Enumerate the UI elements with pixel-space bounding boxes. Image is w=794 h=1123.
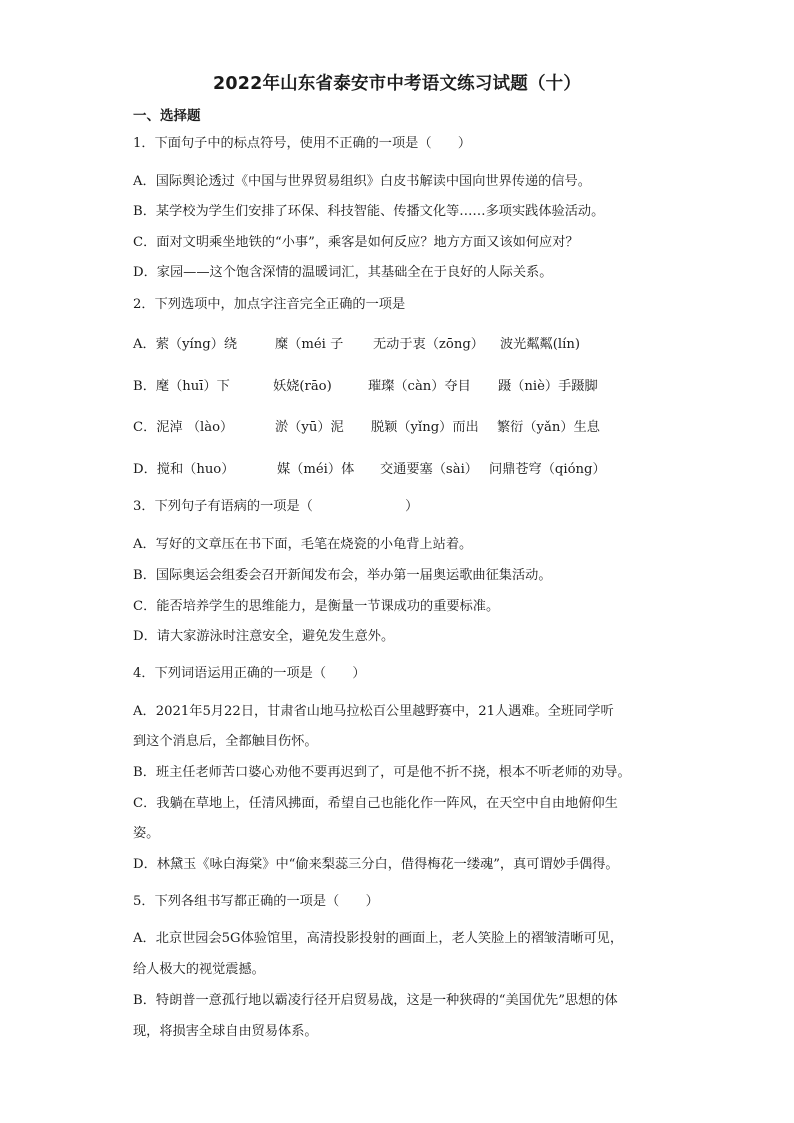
question-3-option-c: C．能否培养学生的思维能力，是衡量一节课成功的重要标准。 bbox=[133, 599, 500, 614]
question-5-option-a: A．北京世园会5G体验馆里，高清投影投射的画面上，老人笑脸上的褶皱清晰可见， bbox=[133, 931, 624, 946]
option-a-item-2: 糜（méi 子 bbox=[275, 337, 344, 352]
option-b-item-3: 璀璨（càn）夺目 bbox=[368, 379, 471, 394]
option-d-item-4: 问鼎苍穹（qióng） bbox=[489, 462, 606, 477]
question-1-option-c: C．面对文明乘坐地铁的“小事”，乘客是如何反应？地方方面又该如何应对？ bbox=[133, 235, 579, 250]
option-d-item-2: 媒（méi）体 bbox=[277, 462, 355, 477]
question-1-stem: 1．下面句子中的标点符号，使用不正确的一项是（ ） bbox=[133, 136, 472, 151]
question-4-option-c-cont: 姿。 bbox=[133, 826, 160, 841]
question-2-stem: 2．下列选项中，加点字注音完全正确的一项是 bbox=[133, 297, 406, 312]
question-5-option-a-cont: 给人极大的视觉震撼。 bbox=[133, 962, 265, 977]
question-4-option-b: B．班主任老师苦口婆心劝他不要再迟到了，可是他不折不挠，根本不听老师的劝导。 bbox=[133, 765, 631, 780]
question-5-option-b: B．特朗普一意孤行地以霸凌行径开启贸易战，这是一种狭碍的“美国优先”思想的体 bbox=[133, 993, 618, 1008]
option-a-item-1: A．萦（yíng）绕 bbox=[133, 337, 238, 352]
question-3-option-d: D．请大家游泳时注意安全，避免发生意外。 bbox=[133, 629, 395, 644]
option-b-item-2: 妖娆(rāo) bbox=[273, 379, 332, 394]
option-c-item-4: 繁衍（yǎn）生息 bbox=[497, 420, 600, 435]
question-4-stem: 4．下列词语运用正确的一项是（ ） bbox=[133, 666, 366, 681]
question-5-option-b-cont: 现，将损害全球自由贸易体系。 bbox=[133, 1024, 318, 1039]
question-3-option-a: A．写好的文章压在书下面，毛笔在烧瓷的小龟背上站着。 bbox=[133, 537, 473, 552]
section-heading: 一、选择题 bbox=[133, 108, 201, 124]
question-4-option-d: D．林黛玉《咏白海棠》中“偷来梨蕊三分白，借得梅花一缕魂”，真可谓妙手偶得。 bbox=[133, 857, 619, 872]
question-1-option-b: B．某学校为学生们安排了环保、科技智能、传播文化等……多项实践体验活动。 bbox=[133, 204, 605, 219]
option-a-item-3: 无动于衷（zōng） bbox=[373, 337, 484, 352]
option-b-item-4: 蹑（niè）手蹑脚 bbox=[498, 379, 598, 394]
page-title: 2022年山东省泰安市中考语文练习试题（十） bbox=[212, 74, 582, 94]
option-a-item-4: 波光粼粼(lín) bbox=[500, 337, 580, 352]
question-5-stem: 5．下列各组书写都正确的一项是（ ） bbox=[133, 894, 379, 909]
question-4-option-c: C．我躺在草地上，任清风拂面，希望自己也能化作一阵风，在天空中自由地俯仰生 bbox=[133, 796, 618, 811]
question-1-option-d: D．家园——这个饱含深情的温暖词汇，其基础全在于良好的人际关系。 bbox=[133, 265, 553, 280]
option-b-item-1: B．麾（huī）下 bbox=[133, 379, 230, 394]
question-4-option-a-cont: 到这个消息后，全都触目伤怀。 bbox=[133, 734, 318, 749]
question-3-option-b: B．国际奥运会组委会召开新闻发布会，举办第一届奥运歌曲征集活动。 bbox=[133, 568, 552, 583]
option-c-item-1: C．泥淖 （lào） bbox=[133, 420, 234, 435]
option-c-item-2: 淤（yū）泥 bbox=[275, 420, 344, 435]
option-d-item-3: 交通要塞（sài） bbox=[380, 462, 478, 477]
question-3-stem: 3．下列句子有语病的一项是（ ） bbox=[133, 499, 419, 514]
option-d-item-1: D．搅和（huo） bbox=[133, 462, 235, 477]
question-1-option-a: A．国际舆论透过《中国与世界贸易组织》白皮书解读中国向世界传递的信号。 bbox=[133, 174, 591, 189]
option-c-item-3: 脱颖（yǐng）而出 bbox=[371, 420, 479, 435]
question-4-option-a: A．2021年5月22日，甘肃省山地马拉松百公里越野赛中，21人遇难。全班同学听 bbox=[133, 704, 614, 719]
